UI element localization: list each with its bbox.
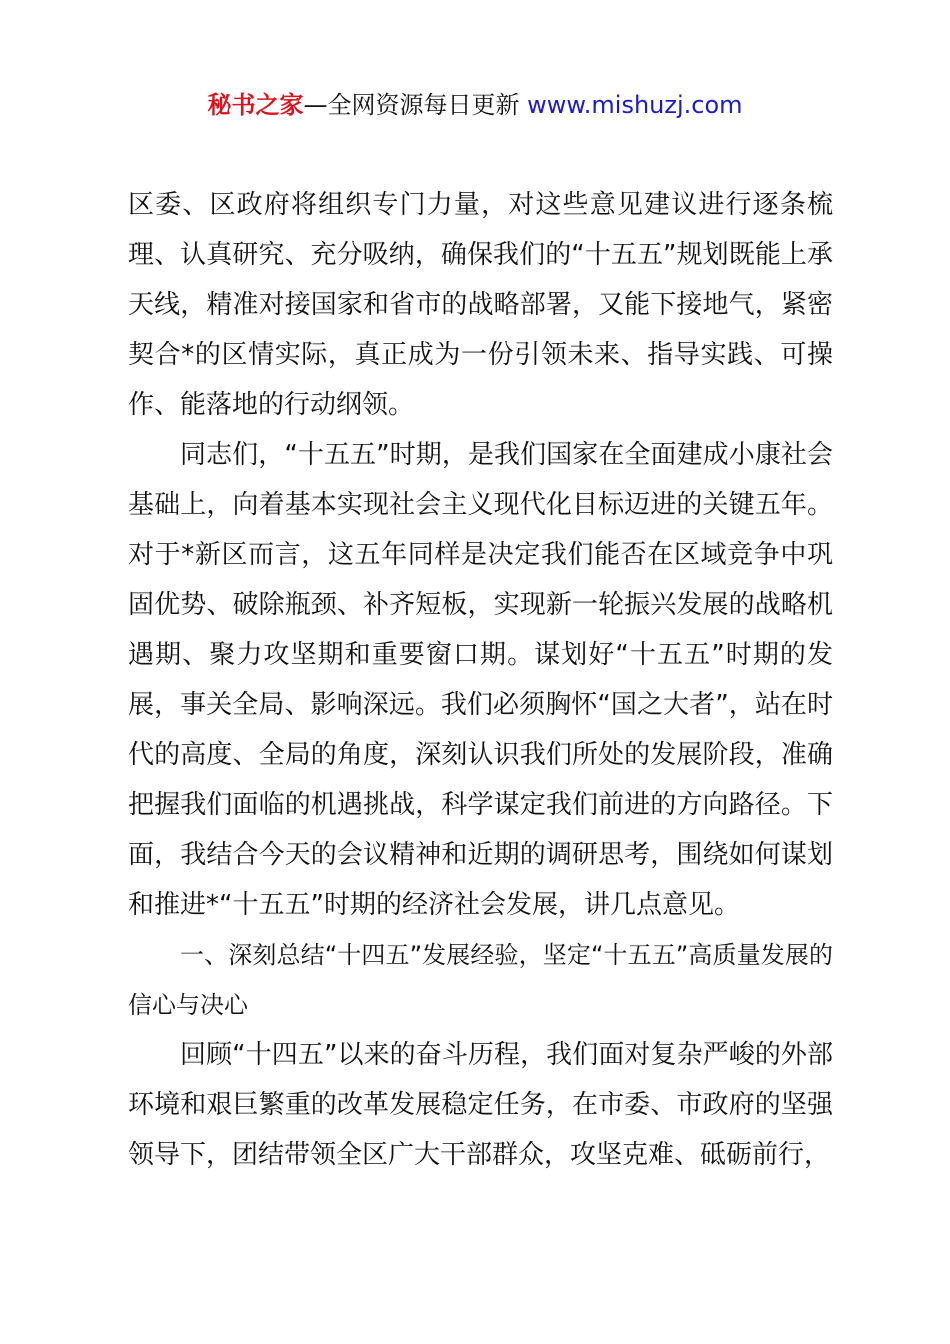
paragraph-continuation: 区委、区政府将组织专门力量，对这些意见建议进行逐条梳理、认真研究、充分吸纳，确保我们的“十五五”规划既能上承天线，精准对接国家和省市的战略部署，又能下接地气，紧密契合*的区情实际，真正成为一份引领未来、指导实践、可操作、能落地的行动纲领。 (128, 190, 833, 420)
page-header (0, 88, 950, 122)
site-brand: 秘书之家 (207, 91, 304, 119)
document-body (128, 180, 833, 1180)
site-tagline: —全网资源每日更新 (303, 91, 528, 119)
paragraph-review: 回顾“十四五”以来的奋斗历程，我们面对复杂严峻的外部环境和艰巨繁重的改革发展稳定任务，在市委、市政府的坚强领导下，团结带领全区广大干部群众，攻坚克难、砥砺前行， (128, 1040, 833, 1170)
site-url: www.mishuzj.com (527, 91, 743, 119)
paragraph-comrades: 同志们，“十五五”时期，是我们国家在全面建成小康社会基础上，向着基本实现社会主义现代化目标迈进的关键五年。对于*新区而言，这五年同样是决定我们能否在区域竞争中巩固优势、破除瓶颈、补齐短板，实现新一轮振兴发展的战略机遇期、聚力攻坚期和重要窗口期。谋划好“十五五”时期的发展，事关全局、影响深远。我们必须胸怀“国之大者”，站在时代的高度、全局的角度，深刻认识我们所处的发展阶段，准确把握我们面临的机遇挑战，科学谋定我们前进的方向路径。下面，我结合今天的会议精神和近期的调研思考，围绕如何谋划和推进*“十五五”时期的经济社会发展，讲几点意见。 (128, 440, 833, 920)
section-heading-1: 一、深刻总结“十四五”发展经验，坚定“十五五”高质量发展的信心与决心 (128, 941, 833, 1019)
